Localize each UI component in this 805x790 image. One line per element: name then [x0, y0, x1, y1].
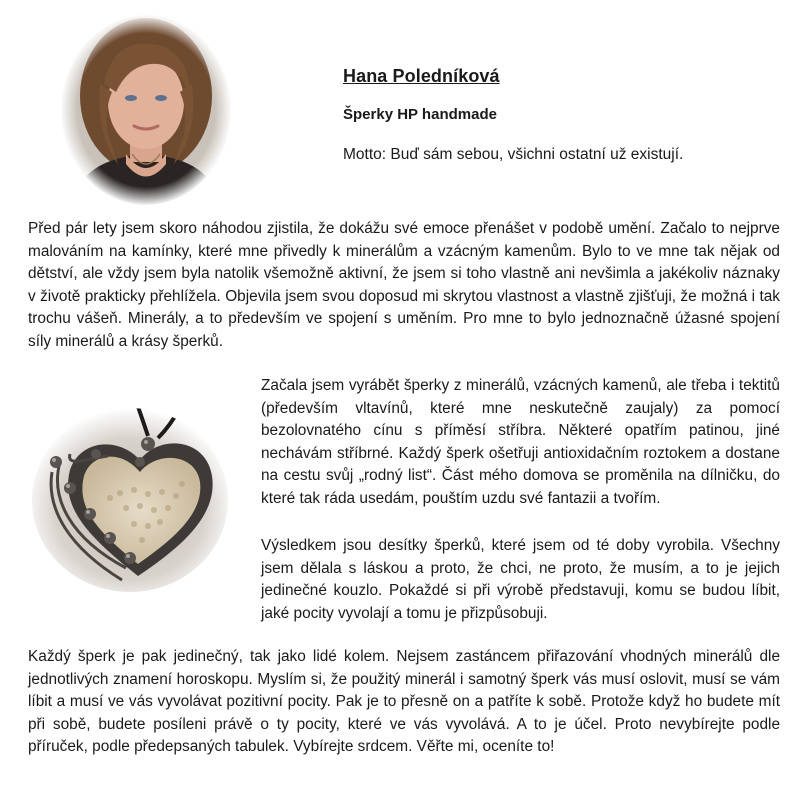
motto-text: Motto: Buď sám sebou, všichni ostatní už existují.	[343, 146, 684, 163]
results-paragraph: Výsledkem jsou desítky šperků, které jsem od té doby vyrobila. Všechny jsem dělala s láskou a proto, že chci, ne proto, že musím, a to je jejich jedinečné kouzlo. Pokaždé si při výrobě představuji, komu se budou líbit, jaké pocity vyvolají a tomu je přizpůsobuji.	[261, 537, 780, 622]
intro-paragraph: Před pár lety jsem skoro náhodou zjistila, že dokážu své emoce přenášet v podobě umění. Začalo to nejprve malováním na kamínky, které mne přivedly k minerálům a vzácným kamenům. Bylo to ve mne tak nějak od dětství, ale vždy jsem byla natolik všemožně aktivní, že jsem si toho vlastně ani nevšimla a jakékoliv náznaky v životě prakticky přehlížela. Objevila jsem svou doposud mi skrytou vlastnost a vlastně zjišťuji, že možná i tak trochu vášeň. Minerály, a to především ve spojení s uměním. Pro mne to bylo jednoznačně úžasné spojení síly minerálů a krásy šperků.	[28, 220, 780, 350]
closing-paragraph: Každý šperk je pak jedinečný, tak jako lidé kolem. Nejsem zastáncem přiřazování vhodných minerálů dle jednotlivých znamení horoskopu. Myslím si, že použitý minerál i samotný šperk vás musí oslovit, musí se vám líbit a musí ve vás vyvolávat pozitivní pocity. Pak je to přesně on a patříte k sobě. Protože když ho budete mít při sobě, budete posíleni právě o ty pocity, které ve vás vyvolává. A to je účel. Proto nevybírejte podle příruček, podle předepsaných tabulek. Vybírejte srdcem. Věřte mi, oceníte to!	[28, 648, 780, 756]
heart-pendant-photo	[30, 398, 230, 598]
brand-name: Šperky HP handmade	[343, 106, 497, 123]
portrait-photo	[60, 14, 232, 206]
craft-paragraph: Začala jsem vyrábět šperky z minerálů, vzácných kamenů, ale třeba i tektitů (především vltavínů, které mne neskutečně zaujaly) za pomocí bezolovnatého cínu s příměsí stříbra. Některé opatřím patinou, jiné nechávám stříbrné. Každý šperk ošetřuji antioxidačním roztokem a dostane na cestu svůj „rodný list“. Část mého domova se proměnila na dílničku, do které tak ráda usedám, pouštím uzdu své fantazii a tvořím.	[261, 377, 780, 507]
author-name: Hana Poledníková	[343, 66, 500, 86]
